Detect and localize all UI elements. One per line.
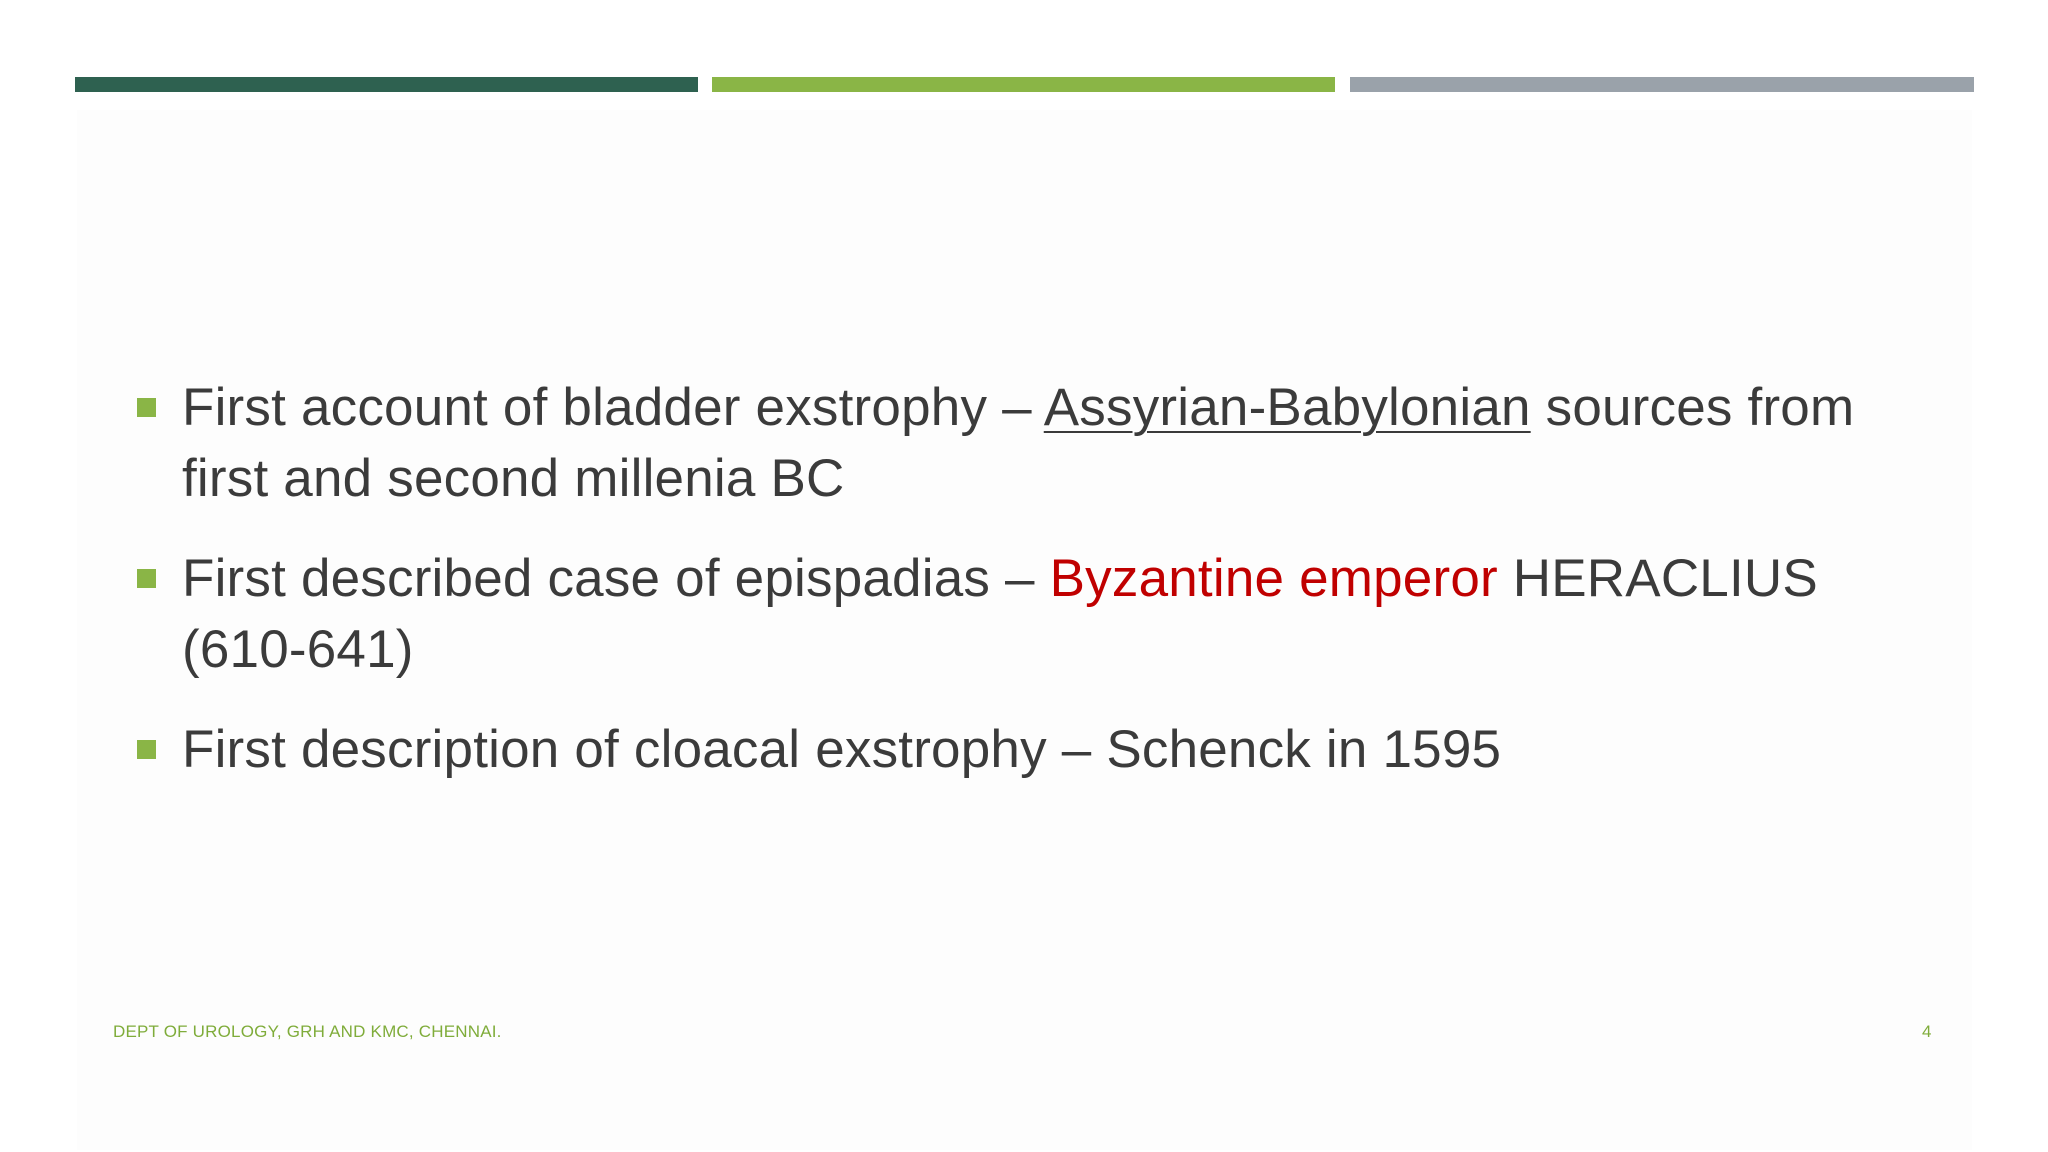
bullet-item-assyrian [135,372,1895,514]
bullet-text-post: HERACLIUS (610-641) [182,549,1818,679]
square-bullet-icon [137,740,156,759]
footer-department: DEPT OF UROLOGY, GRH AND KMC, CHENNAI. [113,1022,502,1041]
bullet-text: First description of cloacal exstrophy – Schenck in 1595 [182,720,1502,779]
bullet-text-pre: First account of bladder exstrophy – [182,378,1044,437]
bullet-item-cloacal [135,714,1895,785]
accent-bar-dark-green [75,77,698,92]
square-bullet-icon [137,569,156,588]
page-number: 4 [1922,1022,1932,1041]
accent-bar-grey [1350,77,1974,92]
bullet-list [135,372,1895,814]
highlighted-term: Byzantine emperor [1049,549,1498,608]
bullet-text-post: sources from first and second millenia BC [182,378,1855,508]
underlined-term: Assyrian-Babylonian [1043,378,1531,437]
bullet-text-pre: First described case of epispadias – [182,549,1050,608]
accent-bar-light-green [712,77,1335,92]
square-bullet-icon [137,398,156,417]
bullet-item-epispadias [135,543,1895,685]
